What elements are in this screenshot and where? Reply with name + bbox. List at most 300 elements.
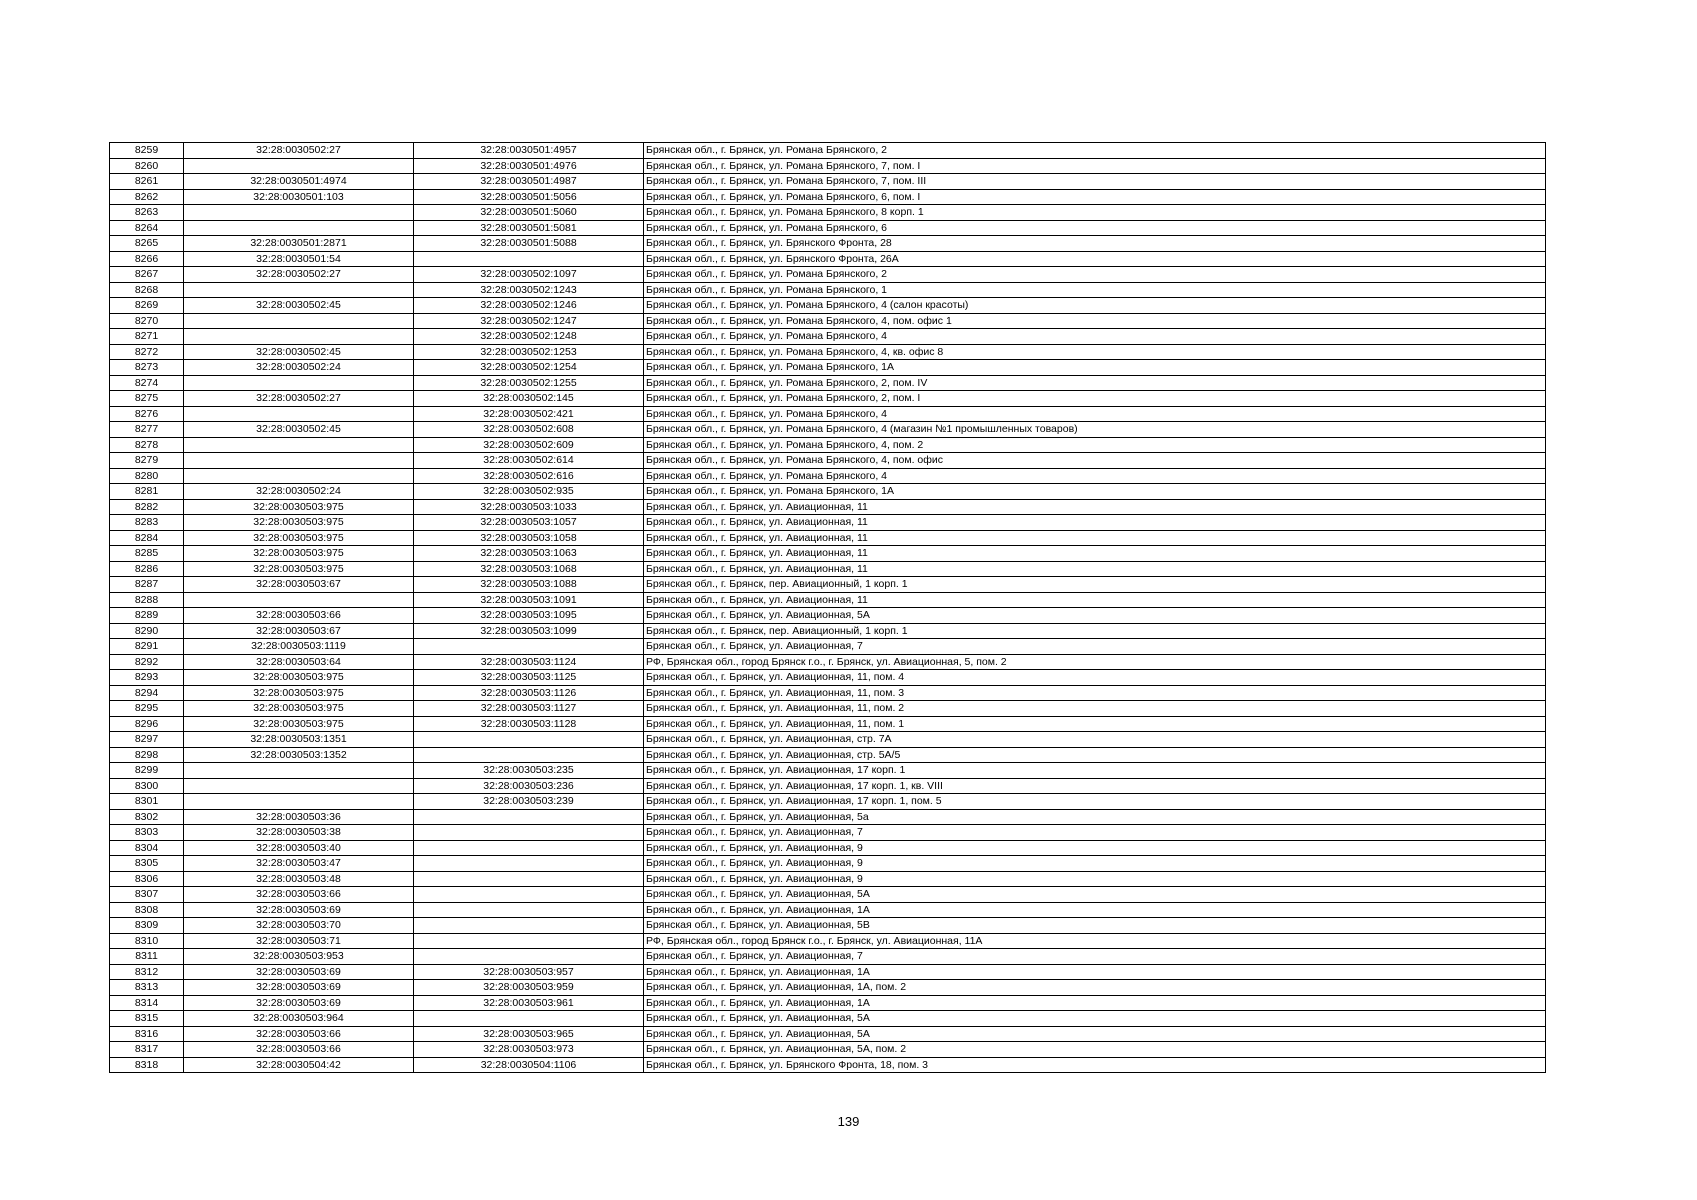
object-number-cell: 32:28:0030502:614	[414, 453, 644, 469]
row-number-cell: 8287	[110, 577, 184, 593]
table-row	[110, 747, 1546, 763]
parcel-number-cell: 32:28:0030503:975	[184, 685, 414, 701]
parcel-number-cell: 32:28:0030504:42	[184, 1057, 414, 1073]
table-row	[110, 794, 1546, 810]
parcel-number-cell: 32:28:0030502:27	[184, 143, 414, 159]
object-number-cell: 32:28:0030503:961	[414, 995, 644, 1011]
object-number-cell: 32:28:0030503:1128	[414, 716, 644, 732]
table-row	[110, 143, 1546, 159]
table-row	[110, 205, 1546, 221]
table-row	[110, 174, 1546, 190]
row-number-cell: 8283	[110, 515, 184, 531]
parcel-number-cell	[184, 158, 414, 174]
row-number-cell: 8274	[110, 375, 184, 391]
row-number-cell: 8279	[110, 453, 184, 469]
address-cell: Брянская обл., г. Брянск, ул. Романа Брянского, 4	[644, 406, 1546, 422]
parcel-number-cell: 32:28:0030503:64	[184, 654, 414, 670]
parcel-number-cell: 32:28:0030503:975	[184, 499, 414, 515]
row-number-cell: 8290	[110, 623, 184, 639]
object-number-cell	[414, 639, 644, 655]
parcel-number-cell	[184, 468, 414, 484]
object-number-cell: 32:28:0030502:1246	[414, 298, 644, 314]
table-row	[110, 608, 1546, 624]
table-row	[110, 422, 1546, 438]
table-row	[110, 515, 1546, 531]
parcel-number-cell: 32:28:0030503:1351	[184, 732, 414, 748]
parcel-number-cell	[184, 437, 414, 453]
registry-table	[109, 142, 1546, 1073]
table-row	[110, 732, 1546, 748]
row-number-cell: 8304	[110, 840, 184, 856]
parcel-number-cell	[184, 592, 414, 608]
parcel-number-cell: 32:28:0030502:24	[184, 484, 414, 500]
address-cell: Брянская обл., г. Брянск, ул. Авиационная, 11	[644, 515, 1546, 531]
table-row	[110, 592, 1546, 608]
object-number-cell: 32:28:0030502:1248	[414, 329, 644, 345]
parcel-number-cell	[184, 453, 414, 469]
row-number-cell: 8298	[110, 747, 184, 763]
address-cell: Брянская обл., г. Брянск, ул. Романа Брянского, 7, пом. III	[644, 174, 1546, 190]
parcel-number-cell	[184, 313, 414, 329]
parcel-number-cell	[184, 406, 414, 422]
row-number-cell: 8308	[110, 902, 184, 918]
parcel-number-cell	[184, 794, 414, 810]
row-number-cell: 8313	[110, 980, 184, 996]
object-number-cell: 32:28:0030503:1088	[414, 577, 644, 593]
address-cell: Брянская обл., г. Брянск, ул. Романа Брянского, 4	[644, 468, 1546, 484]
object-number-cell	[414, 856, 644, 872]
table-row	[110, 546, 1546, 562]
table-row	[110, 1057, 1546, 1073]
address-cell: Брянская обл., г. Брянск, ул. Авиационная, 17 корп. 1	[644, 763, 1546, 779]
address-cell: Брянская обл., г. Брянск, ул. Романа Брянского, 4, кв. офис 8	[644, 344, 1546, 360]
table-row	[110, 902, 1546, 918]
parcel-number-cell	[184, 763, 414, 779]
address-cell: Брянская обл., г. Брянск, ул. Авиационная, 9	[644, 856, 1546, 872]
table-row	[110, 654, 1546, 670]
object-number-cell: 32:28:0030502:1255	[414, 375, 644, 391]
table-row	[110, 298, 1546, 314]
parcel-number-cell: 32:28:0030502:45	[184, 344, 414, 360]
address-cell: Брянская обл., г. Брянск, ул. Авиационная, 11	[644, 499, 1546, 515]
parcel-number-cell: 32:28:0030503:975	[184, 546, 414, 562]
object-number-cell: 32:28:0030501:5060	[414, 205, 644, 221]
object-number-cell: 32:28:0030503:1033	[414, 499, 644, 515]
table-row	[110, 468, 1546, 484]
object-number-cell	[414, 251, 644, 267]
object-number-cell: 32:28:0030502:145	[414, 391, 644, 407]
table-row	[110, 887, 1546, 903]
object-number-cell	[414, 840, 644, 856]
row-number-cell: 8305	[110, 856, 184, 872]
row-number-cell: 8263	[110, 205, 184, 221]
address-cell: Брянская обл., г. Брянск, ул. Романа Брянского, 4	[644, 329, 1546, 345]
row-number-cell: 8259	[110, 143, 184, 159]
parcel-number-cell: 32:28:0030502:27	[184, 267, 414, 283]
parcel-number-cell	[184, 778, 414, 794]
table-row	[110, 639, 1546, 655]
object-number-cell: 32:28:0030503:973	[414, 1042, 644, 1058]
parcel-number-cell: 32:28:0030502:45	[184, 298, 414, 314]
object-number-cell: 32:28:0030502:616	[414, 468, 644, 484]
parcel-number-cell: 32:28:0030503:36	[184, 809, 414, 825]
parcel-number-cell: 32:28:0030503:66	[184, 1026, 414, 1042]
parcel-number-cell: 32:28:0030503:69	[184, 980, 414, 996]
address-cell: Брянская обл., г. Брянск, ул. Романа Брянского, 2, пом. I	[644, 391, 1546, 407]
address-cell: Брянская обл., г. Брянск, ул. Авиационная, 9	[644, 871, 1546, 887]
address-cell: Брянская обл., г. Брянск, ул. Авиационная, 9	[644, 840, 1546, 856]
object-number-cell: 32:28:0030501:5088	[414, 236, 644, 252]
object-number-cell	[414, 949, 644, 965]
parcel-number-cell: 32:28:0030503:975	[184, 701, 414, 717]
parcel-number-cell: 32:28:0030501:103	[184, 189, 414, 205]
table-row	[110, 282, 1546, 298]
table-row	[110, 701, 1546, 717]
address-cell: Брянская обл., г. Брянск, ул. Авиационная, 7	[644, 639, 1546, 655]
row-number-cell: 8303	[110, 825, 184, 841]
object-number-cell: 32:28:0030503:235	[414, 763, 644, 779]
parcel-number-cell: 32:28:0030503:964	[184, 1011, 414, 1027]
parcel-number-cell: 32:28:0030503:67	[184, 577, 414, 593]
address-cell: Брянская обл., г. Брянск, ул. Романа Брянского, 2	[644, 267, 1546, 283]
parcel-number-cell: 32:28:0030502:45	[184, 422, 414, 438]
row-number-cell: 8306	[110, 871, 184, 887]
table-row	[110, 391, 1546, 407]
row-number-cell: 8267	[110, 267, 184, 283]
address-cell: Брянская обл., г. Брянск, ул. Авиационная, 11, пом. 3	[644, 685, 1546, 701]
row-number-cell: 8302	[110, 809, 184, 825]
parcel-number-cell: 32:28:0030503:1352	[184, 747, 414, 763]
address-cell: Брянская обл., г. Брянск, пер. Авиационный, 1 корп. 1	[644, 623, 1546, 639]
row-number-cell: 8312	[110, 964, 184, 980]
table-row	[110, 840, 1546, 856]
object-number-cell: 32:28:0030503:965	[414, 1026, 644, 1042]
object-number-cell: 32:28:0030501:4976	[414, 158, 644, 174]
object-number-cell: 32:28:0030502:421	[414, 406, 644, 422]
row-number-cell: 8296	[110, 716, 184, 732]
address-cell: Брянская обл., г. Брянск, ул. Авиационная, 5А	[644, 887, 1546, 903]
parcel-number-cell: 32:28:0030503:70	[184, 918, 414, 934]
address-cell: Брянская обл., г. Брянск, ул. Романа Брянского, 4 (салон красоты)	[644, 298, 1546, 314]
address-cell: Брянская обл., г. Брянск, ул. Авиационная, 1А	[644, 902, 1546, 918]
object-number-cell: 32:28:0030503:1058	[414, 530, 644, 546]
address-cell: Брянская обл., г. Брянск, ул. Романа Брянского, 6, пом. I	[644, 189, 1546, 205]
parcel-number-cell: 32:28:0030503:69	[184, 902, 414, 918]
address-cell: Брянская обл., г. Брянск, ул. Авиационная, 11, пом. 1	[644, 716, 1546, 732]
address-cell: РФ, Брянская обл., город Брянск г.о., г. Брянск, ул. Авиационная, 11А	[644, 933, 1546, 949]
object-number-cell: 32:28:0030504:1106	[414, 1057, 644, 1073]
row-number-cell: 8286	[110, 561, 184, 577]
address-cell: Брянская обл., г. Брянск, ул. Авиационная, 11, пом. 2	[644, 701, 1546, 717]
parcel-number-cell: 32:28:0030503:975	[184, 530, 414, 546]
table-row	[110, 267, 1546, 283]
address-cell: Брянская обл., г. Брянск, ул. Романа Брянского, 4, пом. 2	[644, 437, 1546, 453]
table-row	[110, 251, 1546, 267]
row-number-cell: 8266	[110, 251, 184, 267]
parcel-number-cell: 32:28:0030503:1119	[184, 639, 414, 655]
address-cell: РФ, Брянская обл., город Брянск г.о., г. Брянск, ул. Авиационная, 5, пом. 2	[644, 654, 1546, 670]
table-row	[110, 577, 1546, 593]
table-row	[110, 809, 1546, 825]
row-number-cell: 8317	[110, 1042, 184, 1058]
parcel-number-cell: 32:28:0030502:27	[184, 391, 414, 407]
row-number-cell: 8262	[110, 189, 184, 205]
table-row	[110, 158, 1546, 174]
table-row	[110, 313, 1546, 329]
address-cell: Брянская обл., г. Брянск, ул. Авиационная, 11	[644, 592, 1546, 608]
row-number-cell: 8316	[110, 1026, 184, 1042]
parcel-number-cell	[184, 375, 414, 391]
object-number-cell: 32:28:0030501:5081	[414, 220, 644, 236]
table-row	[110, 778, 1546, 794]
parcel-number-cell: 32:28:0030501:2871	[184, 236, 414, 252]
row-number-cell: 8315	[110, 1011, 184, 1027]
table-row	[110, 685, 1546, 701]
address-cell: Брянская обл., г. Брянск, ул. Романа Брянского, 2	[644, 143, 1546, 159]
row-number-cell: 8277	[110, 422, 184, 438]
row-number-cell: 8264	[110, 220, 184, 236]
row-number-cell: 8282	[110, 499, 184, 515]
row-number-cell: 8280	[110, 468, 184, 484]
row-number-cell: 8294	[110, 685, 184, 701]
object-number-cell	[414, 933, 644, 949]
row-number-cell: 8265	[110, 236, 184, 252]
table-row	[110, 220, 1546, 236]
row-number-cell: 8273	[110, 360, 184, 376]
table-row	[110, 1042, 1546, 1058]
parcel-number-cell: 32:28:0030503:975	[184, 716, 414, 732]
row-number-cell: 8292	[110, 654, 184, 670]
parcel-number-cell: 32:28:0030502:24	[184, 360, 414, 376]
address-cell: Брянская обл., г. Брянск, ул. Брянского Фронта, 26А	[644, 251, 1546, 267]
object-number-cell: 32:28:0030502:1243	[414, 282, 644, 298]
address-cell: Брянская обл., г. Брянск, ул. Романа Брянского, 7, пом. I	[644, 158, 1546, 174]
table-row	[110, 856, 1546, 872]
object-number-cell: 32:28:0030503:1127	[414, 701, 644, 717]
parcel-number-cell: 32:28:0030503:69	[184, 995, 414, 1011]
object-number-cell	[414, 918, 644, 934]
table-row	[110, 236, 1546, 252]
address-cell: Брянская обл., г. Брянск, пер. Авиационный, 1 корп. 1	[644, 577, 1546, 593]
table-row	[110, 329, 1546, 345]
address-cell: Брянская обл., г. Брянск, ул. Авиационная, стр. 5А/5	[644, 747, 1546, 763]
table-row	[110, 561, 1546, 577]
object-number-cell: 32:28:0030503:236	[414, 778, 644, 794]
table-row	[110, 825, 1546, 841]
parcel-number-cell: 32:28:0030503:69	[184, 964, 414, 980]
address-cell: Брянская обл., г. Брянск, ул. Авиационная, 5А	[644, 1026, 1546, 1042]
address-cell: Брянская обл., г. Брянск, ул. Авиационная, 7	[644, 825, 1546, 841]
address-cell: Брянская обл., г. Брянск, ул. Авиационная, 11, пом. 4	[644, 670, 1546, 686]
object-number-cell	[414, 1011, 644, 1027]
parcel-number-cell: 32:28:0030503:71	[184, 933, 414, 949]
row-number-cell: 8314	[110, 995, 184, 1011]
table-row	[110, 189, 1546, 205]
object-number-cell: 32:28:0030503:1126	[414, 685, 644, 701]
object-number-cell: 32:28:0030503:1063	[414, 546, 644, 562]
row-number-cell: 8297	[110, 732, 184, 748]
address-cell: Брянская обл., г. Брянск, ул. Авиационная, 5В	[644, 918, 1546, 934]
address-cell: Брянская обл., г. Брянск, ул. Авиационная, 11	[644, 546, 1546, 562]
address-cell: Брянская обл., г. Брянск, ул. Романа Брянского, 1	[644, 282, 1546, 298]
object-number-cell: 32:28:0030503:1068	[414, 561, 644, 577]
object-number-cell: 32:28:0030502:1253	[414, 344, 644, 360]
object-number-cell: 32:28:0030501:5056	[414, 189, 644, 205]
object-number-cell	[414, 747, 644, 763]
row-number-cell: 8301	[110, 794, 184, 810]
row-number-cell: 8293	[110, 670, 184, 686]
address-cell: Брянская обл., г. Брянск, ул. Авиационная, 17 корп. 1, пом. 5	[644, 794, 1546, 810]
table-row	[110, 530, 1546, 546]
object-number-cell: 32:28:0030503:1124	[414, 654, 644, 670]
address-cell: Брянская обл., г. Брянск, ул. Авиационная, 5А	[644, 608, 1546, 624]
table-row	[110, 995, 1546, 1011]
address-cell: Брянская обл., г. Брянск, ул. Романа Брянского, 6	[644, 220, 1546, 236]
parcel-number-cell: 32:28:0030501:4974	[184, 174, 414, 190]
parcel-number-cell: 32:28:0030503:975	[184, 515, 414, 531]
row-number-cell: 8268	[110, 282, 184, 298]
address-cell: Брянская обл., г. Брянск, ул. Романа Брянского, 1А	[644, 484, 1546, 500]
object-number-cell: 32:28:0030501:4987	[414, 174, 644, 190]
object-number-cell: 32:28:0030502:609	[414, 437, 644, 453]
row-number-cell: 8288	[110, 592, 184, 608]
object-number-cell: 32:28:0030503:959	[414, 980, 644, 996]
parcel-number-cell	[184, 282, 414, 298]
address-cell: Брянская обл., г. Брянск, ул. Романа Брянского, 4 (магазин №1 промышленных товаров)	[644, 422, 1546, 438]
table-row	[110, 453, 1546, 469]
row-number-cell: 8261	[110, 174, 184, 190]
address-cell: Брянская обл., г. Брянск, ул. Авиационная, 11	[644, 561, 1546, 577]
table-row	[110, 484, 1546, 500]
table-row	[110, 375, 1546, 391]
address-cell: Брянская обл., г. Брянск, ул. Брянского Фронта, 28	[644, 236, 1546, 252]
row-number-cell: 8269	[110, 298, 184, 314]
object-number-cell: 32:28:0030502:935	[414, 484, 644, 500]
row-number-cell: 8309	[110, 918, 184, 934]
row-number-cell: 8284	[110, 530, 184, 546]
table-row	[110, 623, 1546, 639]
object-number-cell	[414, 809, 644, 825]
row-number-cell: 8299	[110, 763, 184, 779]
parcel-number-cell: 32:28:0030503:48	[184, 871, 414, 887]
parcel-number-cell: 32:28:0030503:38	[184, 825, 414, 841]
address-cell: Брянская обл., г. Брянск, ул. Авиационная, 5а	[644, 809, 1546, 825]
object-number-cell: 32:28:0030502:1254	[414, 360, 644, 376]
parcel-number-cell	[184, 220, 414, 236]
address-cell: Брянская обл., г. Брянск, ул. Авиационная, 17 корп. 1, кв. VIII	[644, 778, 1546, 794]
table-row	[110, 980, 1546, 996]
object-number-cell	[414, 887, 644, 903]
row-number-cell: 8291	[110, 639, 184, 655]
row-number-cell: 8285	[110, 546, 184, 562]
object-number-cell: 32:28:0030503:1095	[414, 608, 644, 624]
table-row	[110, 949, 1546, 965]
address-cell: Брянская обл., г. Брянск, ул. Романа Брянского, 1А	[644, 360, 1546, 376]
row-number-cell: 8276	[110, 406, 184, 422]
row-number-cell: 8271	[110, 329, 184, 345]
row-number-cell: 8260	[110, 158, 184, 174]
address-cell: Брянская обл., г. Брянск, ул. Авиационная, 5А	[644, 1011, 1546, 1027]
parcel-number-cell: 32:28:0030503:953	[184, 949, 414, 965]
table-row	[110, 360, 1546, 376]
table-row	[110, 1011, 1546, 1027]
object-number-cell	[414, 871, 644, 887]
row-number-cell: 8307	[110, 887, 184, 903]
row-number-cell: 8270	[110, 313, 184, 329]
row-number-cell: 8272	[110, 344, 184, 360]
address-cell: Брянская обл., г. Брянск, ул. Романа Брянского, 8 корп. 1	[644, 205, 1546, 221]
registry-table-body	[110, 143, 1546, 1073]
table-row	[110, 933, 1546, 949]
address-cell: Брянская обл., г. Брянск, ул. Авиационная, 1А	[644, 995, 1546, 1011]
address-cell: Брянская обл., г. Брянск, ул. Авиационная, 1А, пом. 2	[644, 980, 1546, 996]
address-cell: Брянская обл., г. Брянск, ул. Авиационная, 11	[644, 530, 1546, 546]
parcel-number-cell	[184, 205, 414, 221]
table-row	[110, 499, 1546, 515]
table-row	[110, 437, 1546, 453]
row-number-cell: 8311	[110, 949, 184, 965]
table-row	[110, 406, 1546, 422]
object-number-cell	[414, 902, 644, 918]
object-number-cell	[414, 825, 644, 841]
address-cell: Брянская обл., г. Брянск, ул. Романа Брянского, 2, пом. IV	[644, 375, 1546, 391]
object-number-cell: 32:28:0030503:1125	[414, 670, 644, 686]
object-number-cell: 32:28:0030503:1057	[414, 515, 644, 531]
parcel-number-cell: 32:28:0030503:66	[184, 608, 414, 624]
row-number-cell: 8278	[110, 437, 184, 453]
row-number-cell: 8275	[110, 391, 184, 407]
table-row	[110, 716, 1546, 732]
table-row	[110, 964, 1546, 980]
object-number-cell: 32:28:0030503:1099	[414, 623, 644, 639]
parcel-number-cell: 32:28:0030503:66	[184, 887, 414, 903]
row-number-cell: 8310	[110, 933, 184, 949]
row-number-cell: 8318	[110, 1057, 184, 1073]
object-number-cell: 32:28:0030503:957	[414, 964, 644, 980]
parcel-number-cell: 32:28:0030501:54	[184, 251, 414, 267]
object-number-cell: 32:28:0030501:4957	[414, 143, 644, 159]
table-row	[110, 670, 1546, 686]
parcel-number-cell: 32:28:0030503:975	[184, 670, 414, 686]
object-number-cell: 32:28:0030502:1097	[414, 267, 644, 283]
parcel-number-cell: 32:28:0030503:67	[184, 623, 414, 639]
object-number-cell: 32:28:0030503:1091	[414, 592, 644, 608]
table-row	[110, 344, 1546, 360]
parcel-number-cell: 32:28:0030503:66	[184, 1042, 414, 1058]
object-number-cell: 32:28:0030502:1247	[414, 313, 644, 329]
address-cell: Брянская обл., г. Брянск, ул. Авиационная, стр. 7А	[644, 732, 1546, 748]
row-number-cell: 8289	[110, 608, 184, 624]
parcel-number-cell	[184, 329, 414, 345]
address-cell: Брянская обл., г. Брянск, ул. Авиационная, 1А	[644, 964, 1546, 980]
address-cell: Брянская обл., г. Брянск, ул. Авиационная, 7	[644, 949, 1546, 965]
address-cell: Брянская обл., г. Брянск, ул. Брянского Фронта, 18, пом. 3	[644, 1057, 1546, 1073]
row-number-cell: 8295	[110, 701, 184, 717]
address-cell: Брянская обл., г. Брянск, ул. Романа Брянского, 4, пом. офис 1	[644, 313, 1546, 329]
table-row	[110, 763, 1546, 779]
object-number-cell: 32:28:0030503:239	[414, 794, 644, 810]
address-cell: Брянская обл., г. Брянск, ул. Авиационная, 5А, пом. 2	[644, 1042, 1546, 1058]
page-number: 139	[837, 1114, 860, 1129]
parcel-number-cell: 32:28:0030503:47	[184, 856, 414, 872]
address-cell: Брянская обл., г. Брянск, ул. Романа Брянского, 4, пом. офис	[644, 453, 1546, 469]
table-row	[110, 918, 1546, 934]
table-row	[110, 1026, 1546, 1042]
parcel-number-cell: 32:28:0030503:975	[184, 561, 414, 577]
row-number-cell: 8300	[110, 778, 184, 794]
row-number-cell: 8281	[110, 484, 184, 500]
table-row	[110, 871, 1546, 887]
